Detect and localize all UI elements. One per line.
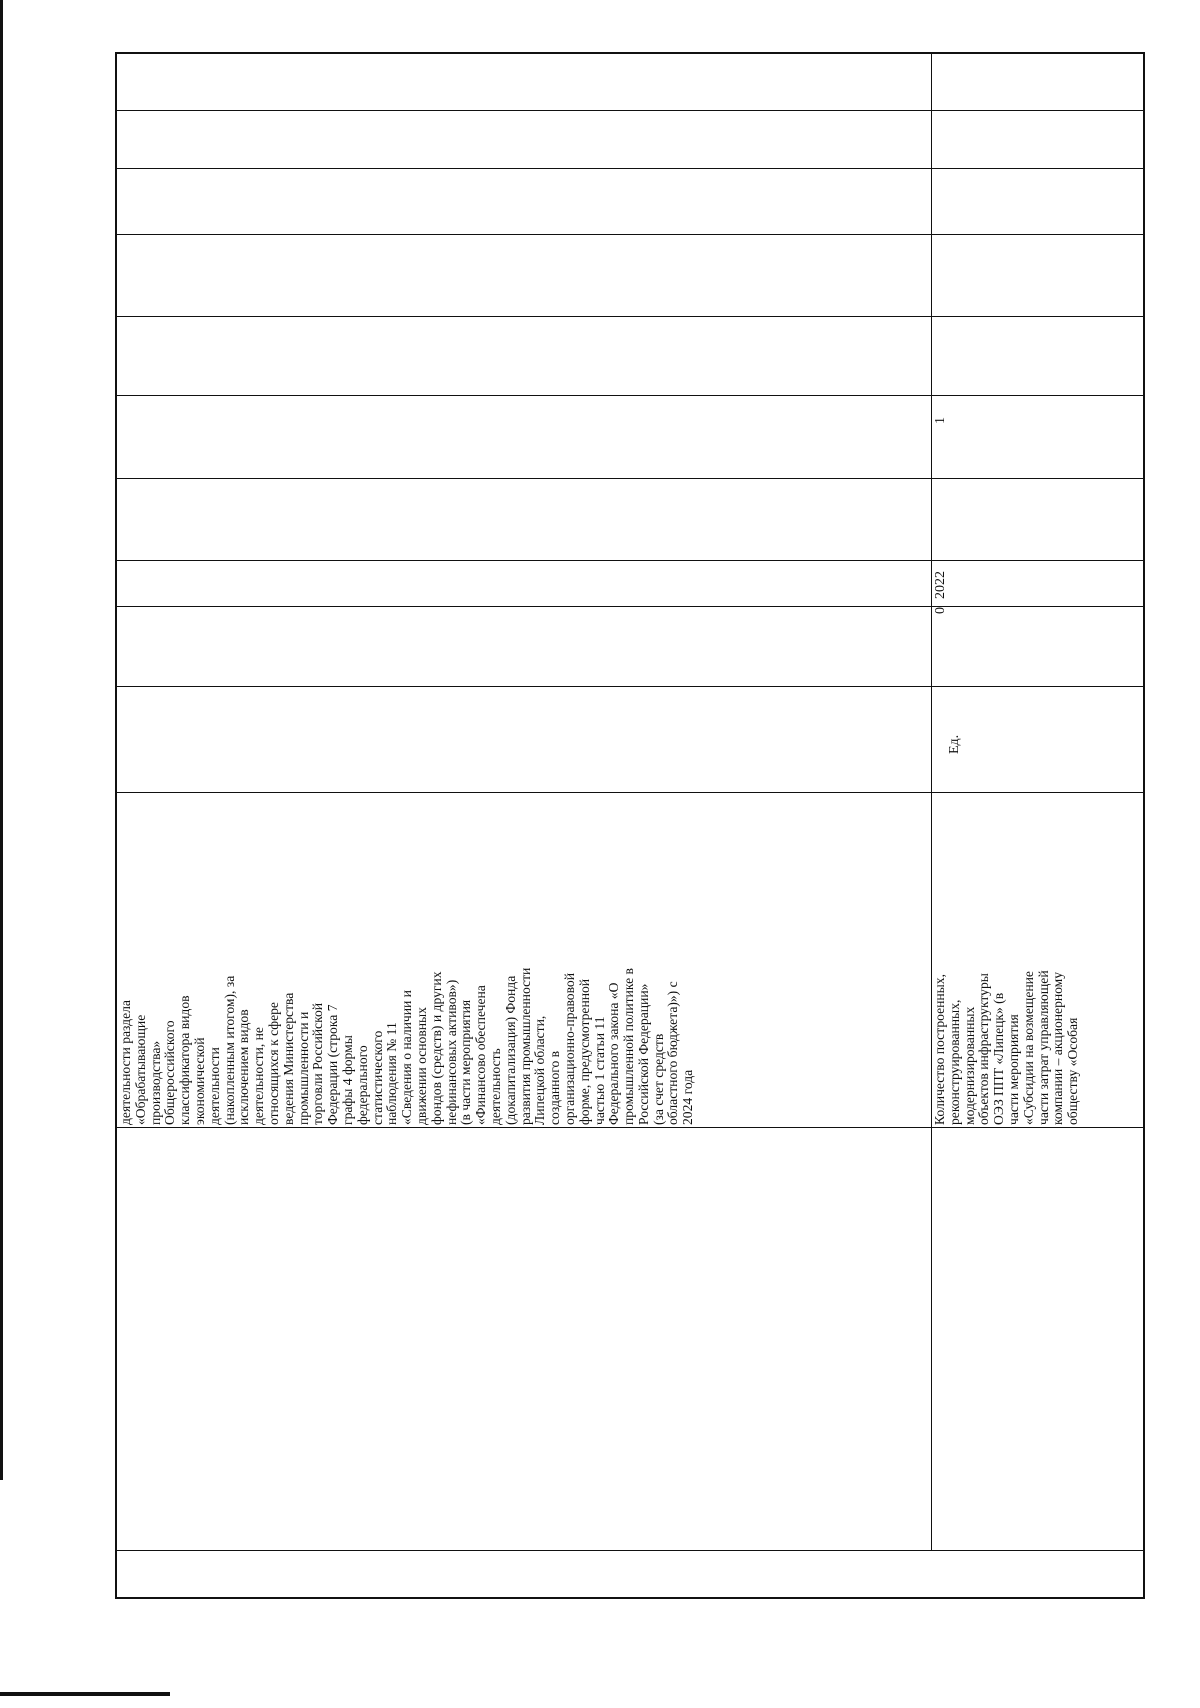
grid-line <box>117 110 1143 111</box>
rotated-table-page <box>115 52 1145 1599</box>
grid-line <box>117 395 1143 396</box>
grid-line <box>117 1127 1143 1128</box>
row2-unit: Ед. <box>947 734 962 754</box>
grid-line <box>117 1550 1143 1551</box>
grid-line <box>117 792 1143 793</box>
row-separator <box>931 54 932 1550</box>
grid-line <box>117 478 1143 479</box>
row2-base-value: 0 <box>933 607 948 614</box>
row1-description: деятельности раздела «Обрабатывающие производства» Общероссийского классификатора видов экономической деятельности (накопленным итогом), за исключением видов деятельности, не относящихся к сфере ведения Министерства промышленности и торговли Российской Федерации (строка 7 графы 4 формы федерального статистического наблюдения № 11 «Сведения о наличии и движении основных фондов (средств) и других нефинансовых активов») (в части мероприятия «Финансово обеспечена деятельность (докапитализация) Фонда развития промышленности Липецкой области, созданного в организационно-правовой форме, предусмотренной частью 1 статьи 11 Федерального закона «О промышленной политике в Российской Федерации» (за счет средств областного бюджета)») с 2024 года <box>118 967 696 1125</box>
grid-line <box>117 560 1143 561</box>
scan-edge-bottom <box>0 1692 170 1696</box>
grid-line <box>117 686 1143 687</box>
grid-line <box>117 316 1143 317</box>
row2-description: Количество построенных, реконструированных, модернизированных объектов инфраструктуры ОЭЗ ППТ «Липецк» (в части мероприятия «Субсидии на возмещение части затрат управляющей компании – акционерному обществу «Особая <box>932 970 1081 1125</box>
row2-target-value: 1 <box>933 417 948 424</box>
scan-edge <box>0 0 3 1480</box>
grid-line <box>117 168 1143 169</box>
grid-line <box>117 234 1143 235</box>
row2-base-year: 2022 <box>933 571 948 599</box>
grid-line <box>117 606 1143 607</box>
